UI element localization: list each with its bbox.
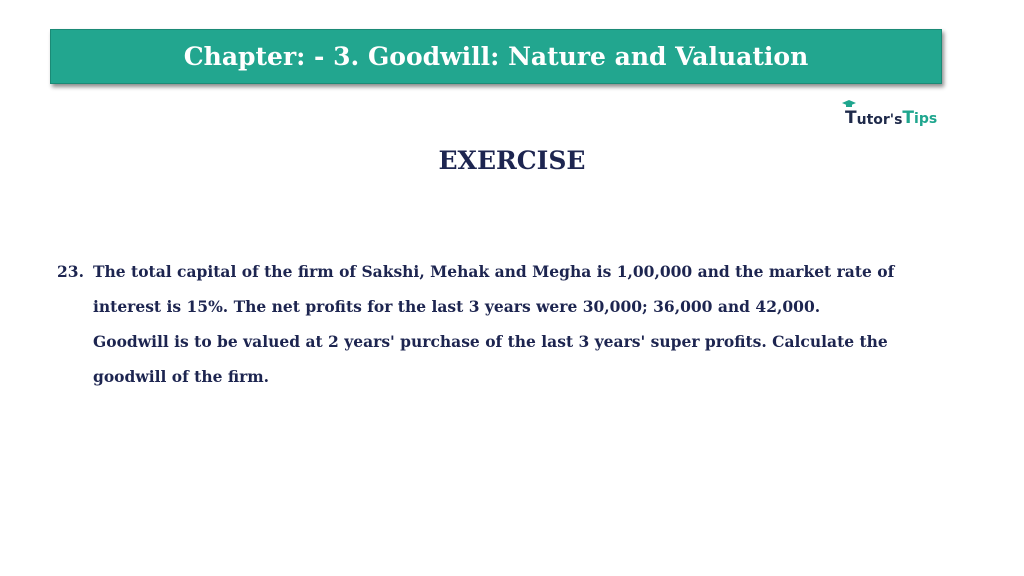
question-line-2: interest is 15%. The net profits for the last 3 years were 30,000; 36,000 and 42,000. bbox=[93, 297, 821, 316]
logo-part1-rest: utor's bbox=[856, 112, 903, 128]
question-number: 23. bbox=[57, 262, 84, 281]
chapter-title: Chapter: - 3. Goodwill: Nature and Valuation bbox=[183, 42, 809, 71]
logo-initial-t bbox=[845, 108, 857, 128]
logo-part2-rest: ips bbox=[914, 111, 938, 127]
chapter-banner bbox=[50, 29, 942, 84]
logo-part2-initial: T bbox=[902, 108, 915, 128]
question-text-line: The total capital of the firm of Sakshi, Mehak and Megha is 1,00,000 and the market rate of bbox=[93, 262, 895, 281]
logo-t-letter: T bbox=[845, 108, 857, 128]
question-line-1 bbox=[57, 254, 957, 289]
graduation-cap-icon bbox=[842, 100, 856, 109]
question-line-4: goodwill of the firm. bbox=[93, 367, 270, 386]
exercise-heading: EXERCISE bbox=[438, 146, 586, 175]
tutors-tips-logo bbox=[845, 108, 937, 128]
question-block bbox=[57, 254, 957, 394]
question-line-3: Goodwill is to be valued at 2 years' purchase of the last 3 years' super profits. Calculate the bbox=[93, 332, 888, 351]
logo-tips bbox=[902, 108, 937, 128]
